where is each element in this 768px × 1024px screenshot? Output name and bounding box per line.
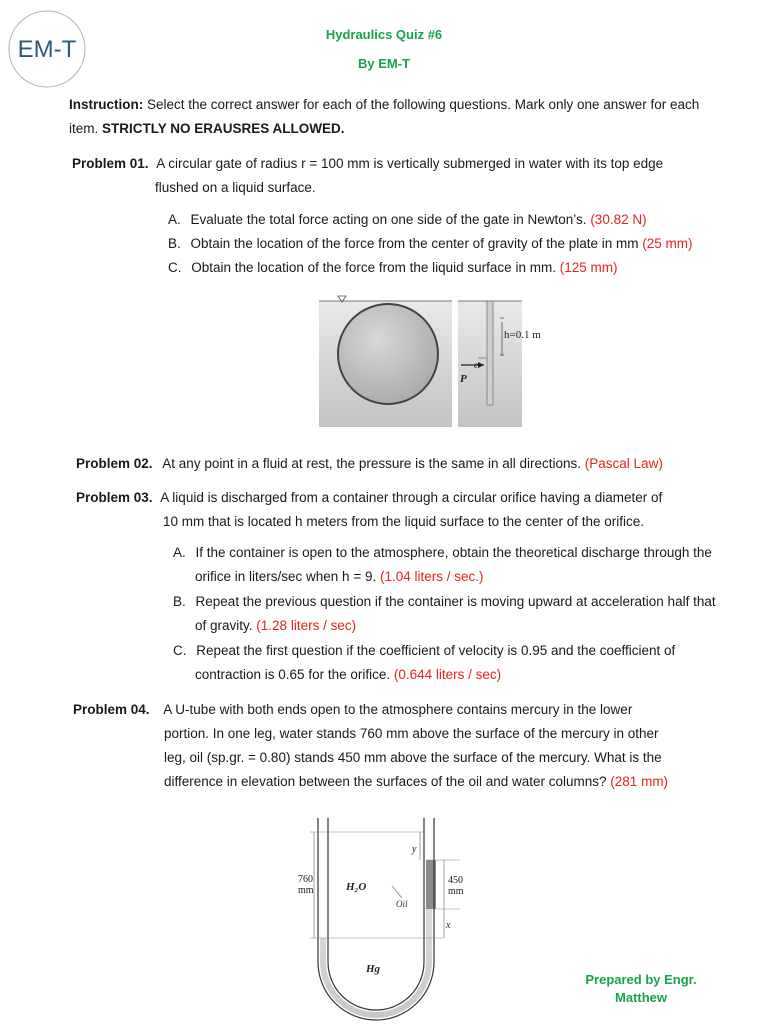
problem-label: Problem 03.: [76, 490, 153, 505]
y-label: y: [412, 844, 417, 855]
p3-option-c-line2: [195, 663, 501, 687]
p1-option-a: [168, 208, 647, 232]
problem-04-line4: [164, 770, 668, 794]
gate-circle: [338, 304, 438, 404]
depth-label: h=0.1 m: [504, 329, 541, 341]
option-text: Repeat the previous question if the container is moving upward at acceleration half that: [195, 594, 716, 609]
answer-text: (Pascal Law): [584, 456, 663, 471]
logo-text: EM-T: [17, 36, 77, 63]
right-dimension: 450: [448, 875, 463, 886]
problem-label: Problem 01.: [72, 156, 149, 171]
option-text: Obtain the location of the force from the center of gravity of the plate in mm: [190, 236, 639, 251]
p3-option-a: [173, 541, 712, 565]
quiz-title: Hydraulics Quiz #6: [325, 27, 443, 42]
option-letter: A.: [173, 545, 186, 560]
left-dimension: 760: [298, 874, 313, 885]
instruction-label: Instruction:: [69, 97, 144, 112]
problem-text: difference in elevation between the surfaces of the oil and water columns?: [164, 774, 607, 789]
problem-label: Problem 02.: [76, 456, 153, 471]
left-unit: mm: [298, 885, 314, 896]
problem-04-line3: leg, oil (sp.gr. = 0.80) stands 450 mm above the surface of the mercury. What is the: [164, 750, 662, 765]
eccentricity-label: e: [474, 360, 478, 370]
option-letter: C.: [173, 643, 187, 658]
problem-text: At any point in a fluid at rest, the pressure is the same in all directions.: [162, 456, 582, 471]
option-letter: C.: [168, 260, 182, 275]
option-text: orifice in liters/sec when h = 9.: [195, 569, 377, 584]
instruction-text: Select the correct answer for each of the following questions. Mark only one answer for each item.: [69, 97, 700, 136]
option-text: Repeat the first question if the coefficient of velocity is 0.95 and the coefficient of: [196, 643, 676, 658]
option-text: Obtain the location of the force from the liquid surface in mm.: [191, 260, 556, 275]
prepared-by-line2: Matthew: [615, 990, 667, 1005]
option-text: Evaluate the total force acting on one side of the gate in Newton’s.: [190, 212, 587, 227]
p3-option-b: [173, 590, 716, 614]
gate-side-view: [487, 301, 493, 405]
answer-text: (25 mm): [642, 236, 693, 251]
p3-option-b-line2: [195, 614, 356, 638]
option-letter: B.: [168, 236, 181, 251]
instruction-emphasis: STRICTLY NO ERAUSRES ALLOWED.: [102, 121, 345, 136]
answer-text: (281 mm): [610, 774, 669, 789]
right-unit: mm: [448, 886, 464, 897]
problem-text: A liquid is discharged from a container through a circular orifice having a diameter of: [160, 490, 663, 505]
problem-03-line2: 10 mm that is located h meters from the liquid surface to the center of the orifice.: [163, 514, 644, 529]
option-text: contraction is 0.65 for the orifice.: [195, 667, 391, 682]
prepared-by: [560, 971, 722, 1007]
option-text: of gravity.: [195, 618, 253, 633]
oil-label: Oil: [396, 899, 408, 909]
answer-text: (0.644 liters / sec): [393, 667, 502, 682]
problem-text: A U-tube with both ends open to the atmosphere contains mercury in the lower: [163, 702, 633, 717]
instruction: [69, 93, 719, 141]
mercury-label: Hg: [366, 963, 381, 975]
problem-04-line2: portion. In one leg, water stands 760 mm above the surface of the mercury in other: [164, 726, 659, 741]
p3-option-a-line2: [195, 565, 484, 589]
prepared-by-line1: Prepared by Engr.: [585, 972, 697, 987]
problem-02: [76, 452, 663, 476]
p1-option-c: [168, 256, 617, 280]
problem-01: [72, 152, 663, 176]
p1-option-b: [168, 232, 693, 256]
em-t-logo: [5, 7, 89, 91]
problem-04: [73, 698, 632, 722]
answer-text: (1.28 liters / sec): [256, 618, 357, 633]
option-letter: A.: [168, 212, 181, 227]
water-label: H₂O: [346, 881, 367, 893]
x-label: x: [446, 920, 451, 931]
p3-option-c: [173, 639, 675, 663]
answer-text: (1.04 liters / sec.): [379, 569, 484, 584]
problem-text: A circular gate of radius r = 100 mm is vertically submerged in water with its top edge: [156, 156, 664, 171]
u-tube-figure: [284, 812, 470, 1024]
option-letter: B.: [173, 594, 186, 609]
answer-text: (30.82 N): [590, 212, 647, 227]
problem-03: [76, 486, 662, 510]
force-label: P: [460, 373, 467, 385]
answer-text: (125 mm): [559, 260, 618, 275]
option-text: If the container is open to the atmosphere, obtain the theoretical discharge through the: [195, 545, 712, 560]
circular-gate-figure: [318, 292, 541, 429]
problem-label: Problem 04.: [73, 702, 150, 717]
quiz-author: By EM-T: [358, 56, 410, 71]
problem-01-line2: flushed on a liquid surface.: [155, 180, 316, 195]
